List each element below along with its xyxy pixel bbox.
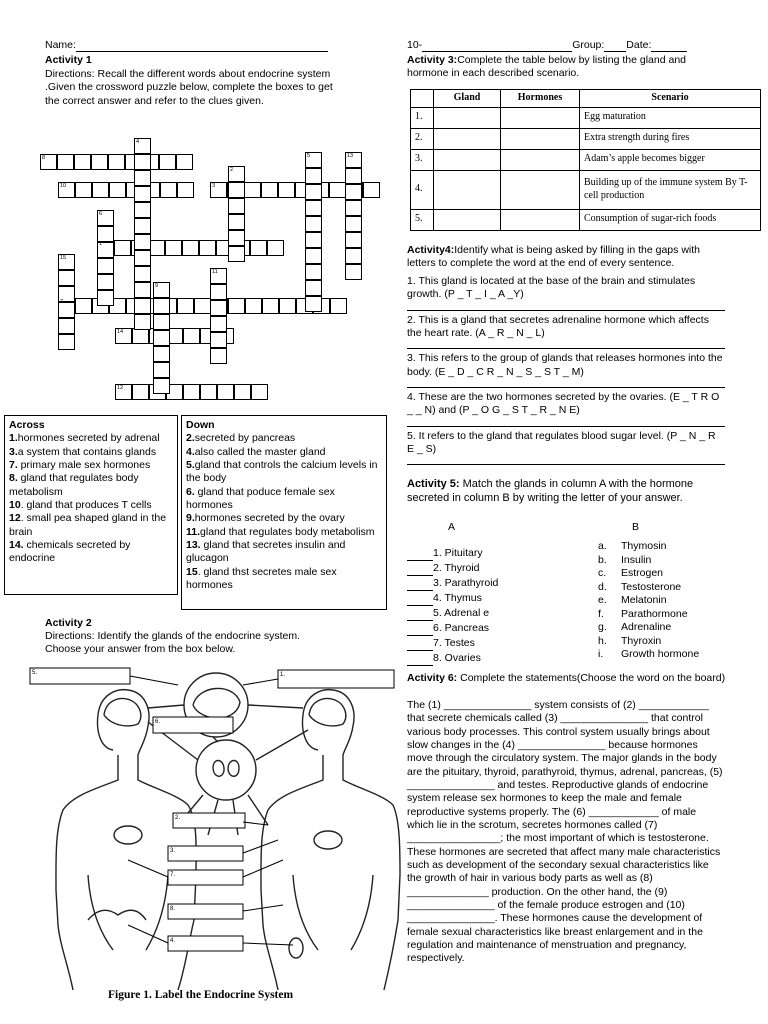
figure-label-3: 3. [170,848,176,854]
crossword-cell[interactable] [134,314,151,330]
gland-answer-cell[interactable] [434,149,501,170]
column-b-item [598,648,699,662]
crossword-cell[interactable] [97,290,114,306]
row-number: 5. [411,209,434,230]
clue-number: 4. [186,445,195,458]
hormone-name: Thymosin [621,540,667,552]
crossword-cell[interactable] [228,182,245,198]
crossword-cell[interactable] [134,234,151,250]
table-row [411,107,761,128]
activity4-title: Activity4: [407,244,455,256]
clue-number: 8. [9,472,18,485]
activity4-item [407,352,725,388]
clue-text: chemicals secreted by endocrine [9,538,131,565]
crossword-cell[interactable] [183,328,200,344]
figure-label-1: 1. [280,672,286,678]
column-header-scenario: Scenario [580,90,761,108]
crossword-cell[interactable] [109,182,126,198]
column-a-item [407,546,498,561]
date-label: Date: [626,39,652,51]
crossword-cell[interactable] [134,186,151,202]
clue-number: 3. [9,445,18,458]
down-clue [186,512,382,525]
column-b-item [598,635,699,649]
clue-number: 1. [9,432,18,445]
activity4-item [407,391,725,427]
down-clue [186,446,382,459]
activity4-answer-line[interactable] [407,418,725,427]
crossword-cell[interactable] [97,274,114,290]
crossword-cell[interactable] [183,384,200,400]
figure-caption: Figure 1. Label the Endocrine System [108,989,294,1001]
answer-blank[interactable] [407,610,433,621]
clue-number: 6. [186,485,195,498]
clue-number: 15 [186,565,198,578]
hormone-answer-cell[interactable] [501,149,580,170]
down-title: Down [186,419,215,431]
crossword-cell[interactable] [345,232,362,248]
gland-name: 8. Ovaries [433,652,481,664]
crossword-cell[interactable] [305,296,322,312]
scenario-cell: Consumption of sugar-rich foods [580,209,761,230]
row-number: 2. [411,128,434,149]
crossword-cell[interactable] [75,298,92,314]
activity4-answer-line[interactable] [407,379,725,388]
hormone-name: Thyroxin [621,634,662,647]
crossword-cell[interactable] [210,348,227,364]
option-letter: c. [598,567,607,579]
activity4-answer-line[interactable] [407,302,725,311]
crossword-cell[interactable] [278,182,295,198]
activity2-directions: Directions: Identify the glands of the endocrine system. Choose your answer from the box below. [45,630,301,656]
clue-number: 12 [9,512,21,525]
crossword-cell[interactable] [153,362,170,378]
column-b-title: B [632,521,640,533]
crossword-cell[interactable] [262,298,279,314]
crossword-number-10: 10 [60,183,67,189]
figure-label-7: 7. [170,872,176,878]
clue-number: 10 [9,498,21,511]
clue-number: 7. [9,458,18,471]
crossword-cell[interactable] [228,198,245,214]
column-a-item [407,591,498,606]
across-clue [9,539,173,566]
option-letter: g. [598,621,607,633]
column-b-list [598,540,699,662]
row-number: 3. [411,149,434,170]
crossword-number-7: 7 [60,299,64,305]
gland-answer-cell[interactable] [434,209,501,230]
crossword-cell[interactable] [244,182,261,198]
option-letter: b. [598,553,607,566]
answer-blank[interactable] [407,640,433,651]
across-clue [9,499,173,512]
answer-blank[interactable] [407,565,433,576]
column-a-list [407,546,498,666]
crossword-cell[interactable] [305,280,322,296]
name-label: Name: [45,39,76,51]
row-number: 1. [411,107,434,128]
activity4-item [407,275,725,311]
crossword-number-1: 1 [99,241,103,247]
clue-number: 14. [9,538,24,551]
crossword-cell[interactable] [134,154,151,170]
crossword-cell[interactable] [305,216,322,232]
option-letter: f. [598,607,604,620]
activity4-items [407,275,725,468]
crossword-number-9: 9 [155,283,159,289]
clue-number: 11. [186,525,201,538]
gland-name: 4. Thymus [433,592,482,604]
crossword-cell[interactable] [261,182,278,198]
activity1-title: Activity 1 [45,54,92,66]
column-a-title: A [448,521,456,533]
figure-label-4: 4. [170,938,176,944]
crossword-number-2: 2 [230,167,234,173]
column-b-item [598,567,699,581]
crossword-cell[interactable] [305,248,322,264]
column-a-item [407,606,498,621]
across-clue [9,472,173,499]
gland-name: 5. Adrenal e [433,607,490,619]
activity3-directions: Complete the table below by listing the gland and hormone in each described scenario. [407,54,687,80]
crossword-cell[interactable] [200,384,217,400]
column-b-item [598,594,699,608]
column-header-gland: Gland [434,90,501,108]
activity5-directions: Match the glands in column A with the hormone secreted in column B by writing the letter of your answer. [407,478,694,504]
figure-label-6: 6. [155,719,161,725]
table-row [411,209,761,230]
clue-text: primary male sex hormones [17,458,151,471]
crossword-cell[interactable] [228,246,245,262]
clue-number: 2. [186,432,195,445]
scenario-cell: Building up of the immune system By T-cell production [580,170,761,209]
crossword-cell[interactable] [345,216,362,232]
across-clues-box [4,415,178,595]
crossword-cell[interactable] [182,240,199,256]
gland-answer-cell[interactable] [434,128,501,149]
crossword-cell[interactable] [134,298,151,314]
crossword-cell[interactable] [58,334,75,350]
crossword-cell[interactable] [160,182,177,198]
down-clue [186,459,382,486]
activity4-item [407,314,725,350]
clue-text: gland that regulates body metabolism [200,525,375,538]
crossword-cell[interactable] [153,346,170,362]
activity3-table [410,89,761,231]
gland-answer-cell[interactable] [434,170,501,209]
hormone-name: Testosterone [621,580,682,593]
clue-text: secreted by pancreas [194,432,296,445]
crossword-number-5: 5 [307,153,311,159]
crossword-cell[interactable] [234,384,251,400]
table-row [411,170,761,209]
crossword-number-12: 12 [117,385,124,391]
crossword-cell[interactable] [305,264,322,280]
down-clue [186,432,382,445]
crossword-cell[interactable] [176,154,193,170]
row-number: 4. [411,170,434,209]
crossword-cell[interactable] [345,168,362,184]
across-clue [9,432,173,445]
crossword-cell[interactable] [153,330,170,346]
crossword-cell[interactable] [97,226,114,242]
column-a-item [407,636,498,651]
activity2-title: Activity 2 [45,617,92,629]
down-clue [186,539,382,566]
scenario-cell: Extra strength during fires [580,128,761,149]
crossword-cell[interactable] [279,298,296,314]
hormone-name: Growth hormone [621,648,700,660]
crossword-cell[interactable] [134,266,151,282]
scenario-cell: Egg maturation [580,107,761,128]
gland-name: 2. Thyroid [433,562,480,574]
crossword-cell[interactable] [228,298,245,314]
crossword-cell[interactable] [177,298,194,314]
crossword-cell[interactable] [153,378,170,394]
clue-number: 9. [186,512,195,525]
crossword-cell[interactable] [134,202,151,218]
column-a-item [407,576,498,591]
hormone-answer-cell[interactable] [501,107,580,128]
activity6-title: Activity 6: [407,672,458,684]
crossword-cell[interactable] [305,200,322,216]
across-clue [9,512,173,539]
crossword-cell[interactable] [228,230,245,246]
answer-blank[interactable] [407,595,433,606]
hormone-name: Adrenaline [621,621,672,633]
down-clue-list [186,432,382,592]
crossword-cell[interactable] [345,248,362,264]
gland-name: 6. Pancreas [433,622,490,634]
crossword-cell[interactable] [363,182,380,198]
crossword-cell[interactable] [345,184,362,200]
option-letter: h. [598,634,607,647]
crossword-cell[interactable] [57,154,74,170]
activity4-question: 4. These are the two hormones secreted by the ovaries. (E _ T R O _ _ N) and (P _ O G _ S T _ R _ N E) [407,390,720,417]
crossword-cell[interactable] [159,154,176,170]
crossword-cell[interactable] [58,318,75,334]
clue-text: a system that contains glands [17,445,157,458]
activity1-directions: Directions: Recall the different words about endocrine system .Given the crossword puzzle below, complete the boxes to get the correct answer and refer to the clues given. [45,68,333,107]
clue-text: . gland thst secretes male sex hormones [186,565,337,591]
crossword-cell[interactable] [132,328,149,344]
activity4-item [407,430,725,466]
crossword-number-11: 11 [212,269,218,275]
crossword-cell[interactable] [330,298,347,314]
crossword-cell[interactable] [153,298,170,314]
gland-name: 7. Testes [433,637,475,649]
crossword-cell[interactable] [134,218,151,234]
across-clue-list [9,432,173,565]
hormone-answer-cell[interactable] [501,209,580,230]
crossword-cell[interactable] [91,154,108,170]
down-clue [186,566,382,593]
figure-label-8: 8. [170,906,176,912]
crossword-cell[interactable] [329,182,346,198]
activity4-question: 2. This is a gland that secretes adrenaline hormone which affects the heart rate. (A _ R _ N _ L) [407,313,709,339]
activity4-question: 3. This refers to the group of glands that releases hormones into the body. (E _ D _ C R _ N _ S _ S T _ M) [407,352,723,378]
table-row [411,149,761,170]
clue-text: hormones secreted by the ovary [194,512,345,525]
crossword-cell[interactable] [75,182,92,198]
crossword-cell[interactable] [134,250,151,266]
answer-blank[interactable] [407,550,433,561]
down-clue [186,486,382,513]
crossword-cell[interactable] [217,384,234,400]
activity3-title: Activity 3: [407,54,458,66]
column-b-item [598,554,699,568]
number-label: 10- [407,39,423,51]
crossword-cell[interactable] [177,182,194,198]
crossword-cell[interactable] [108,154,125,170]
clue-text: . gland that produces T cells [20,498,152,511]
activity4-answer-line[interactable] [407,340,725,349]
crossword-cell[interactable] [58,270,75,286]
activity5-heading [407,478,727,506]
crossword-cell[interactable] [250,240,267,256]
column-b-item [598,621,699,635]
clue-text: gland that secretes insulin and glucagon [186,538,346,565]
down-clue [186,526,382,539]
crossword-cell[interactable] [305,184,322,200]
across-clue [9,446,173,459]
crossword-number-6: 6 [99,211,103,217]
column-header-hormones: Hormones [501,90,580,108]
activity3-heading [407,54,727,81]
crossword-cell[interactable] [132,384,149,400]
crossword-number-8: 8 [42,155,46,161]
scenario-cell: Adam’s apple becomes bigger [580,149,761,170]
clue-text: also called the master gland [194,445,326,458]
answer-blank[interactable] [407,655,433,666]
column-a-item [407,561,498,576]
group-label: Group: [572,39,605,51]
column-a-item [407,621,498,636]
hormone-name: Parathormone [621,607,688,620]
crossword-number-13: 13 [347,153,354,159]
crossword-number-15: 15 [60,255,67,261]
column-b-item [598,540,699,554]
column-b-item [598,608,699,622]
across-clue [9,459,173,472]
crossword-cell[interactable] [134,282,151,298]
clue-number: 5. [186,458,195,471]
table-row [411,128,761,149]
crossword-cell[interactable] [305,168,322,184]
clue-text: gland that controls the calcium levels in the body [186,458,378,485]
activity6-paragraph: The (1) _______________ system consists of (2) ____________ that secrete chemicals called (3) _______________ that control various body processes. This control system usually brings about slow changes in the (4) _______________ because hormones move through the circulatory system. The major glands in the body are the pituitary, thyroid, parathyroid, thymus, adrenal, pancreas, (5) _______________ and testes. Reproductive glands of endocrine system release sex hormones to keep the male and female reproductive systems properly. The (6) ____________ of male which lie in the scrotum, secretes hormones called (7) ________________; the most important of which is testosterone. These hormones are secreted that affect many male characteristics such as development of the secondary sexual characteristics like the growth of hair in various body parts as well as (8) ______________ production. On the other hand, the (9) _______________ of the female produce estrogen and (10) _______________. These hormones cause the development of female sexual characteristics like breast enlargement and in the regulation and maintenance of menstruation and pregnancy, respectively. [407,699,723,965]
clue-text: gland that regulates body metabolism [9,472,139,498]
crossword-cell[interactable] [210,300,227,316]
figure-label-5: 5. [32,670,38,676]
column-a-item [407,651,498,666]
activity4-directions: Identify what is being asked by filling in the gaps with letters to complete the word at the end of every sentence. [407,244,700,270]
activity6-heading [407,672,727,685]
activity4-question: 5. It refers to the gland that regulates blood sugar level. (P _ N _ R E _ S) [407,429,716,455]
crossword-number-14: 14 [117,329,124,335]
answer-blank[interactable] [407,580,433,591]
crossword-cell[interactable] [153,314,170,330]
hormone-name: Insulin [621,553,652,566]
crossword-cell[interactable] [114,240,131,256]
crossword-number-3: 3 [212,183,216,189]
hormone-answer-cell[interactable] [501,128,580,149]
gland-name: 3. Parathyroid [433,577,499,589]
crossword-cell[interactable] [194,298,211,314]
clue-number: 13. [186,538,201,551]
option-letter: d. [598,580,607,593]
clue-text: hormones secreted by adrenal [17,432,160,445]
crossword-cell[interactable] [210,316,227,332]
crossword-cell[interactable] [228,214,245,230]
crossword-cell[interactable] [345,200,362,216]
across-title: Across [9,419,45,431]
crossword-cell[interactable] [345,264,362,280]
activity4-heading [407,244,727,271]
gland-answer-cell[interactable] [434,107,501,128]
crossword-cell[interactable] [74,154,91,170]
crossword-number-4: 4 [136,139,140,145]
hormone-answer-cell[interactable] [501,170,580,209]
crossword-cell[interactable] [165,240,182,256]
crossword-cell[interactable] [210,332,227,348]
option-letter: e. [598,594,607,606]
down-clues-box [181,415,387,610]
figure-label-2: 2. [175,815,181,821]
clue-text: gland that poduce female sex hormones [186,485,335,511]
crossword-cell[interactable] [199,240,216,256]
crossword-cell[interactable] [245,298,262,314]
column-b-item [598,581,699,595]
activity4-question: 1. This gland is located at the base of the brain and stimulates growth. (P _ T _ I _ A _Y) [407,275,696,301]
option-letter: i. [598,648,604,660]
crossword-cell[interactable] [305,232,322,248]
crossword-cell[interactable] [97,258,114,274]
activity6-directions: Complete the statements(Choose the word on the board) [457,672,726,684]
crossword-cell[interactable] [210,284,227,300]
gland-name: 1. Pituitary [433,547,483,559]
hormone-name: Melatonin [621,594,667,606]
crossword-cell[interactable] [251,384,268,400]
option-letter: a. [598,540,607,552]
table-header-row [411,90,761,108]
crossword-cell[interactable] [92,182,109,198]
crossword-cell[interactable] [134,170,151,186]
endocrine-figure [28,660,402,990]
activity4-answer-line[interactable] [407,456,725,465]
answer-blank[interactable] [407,625,433,636]
clue-text: . small pea shaped gland in the brain [9,512,167,538]
activity5-title: Activity 5: [407,478,460,490]
hormone-name: Estrogen [621,567,664,579]
crossword-cell[interactable] [267,240,284,256]
